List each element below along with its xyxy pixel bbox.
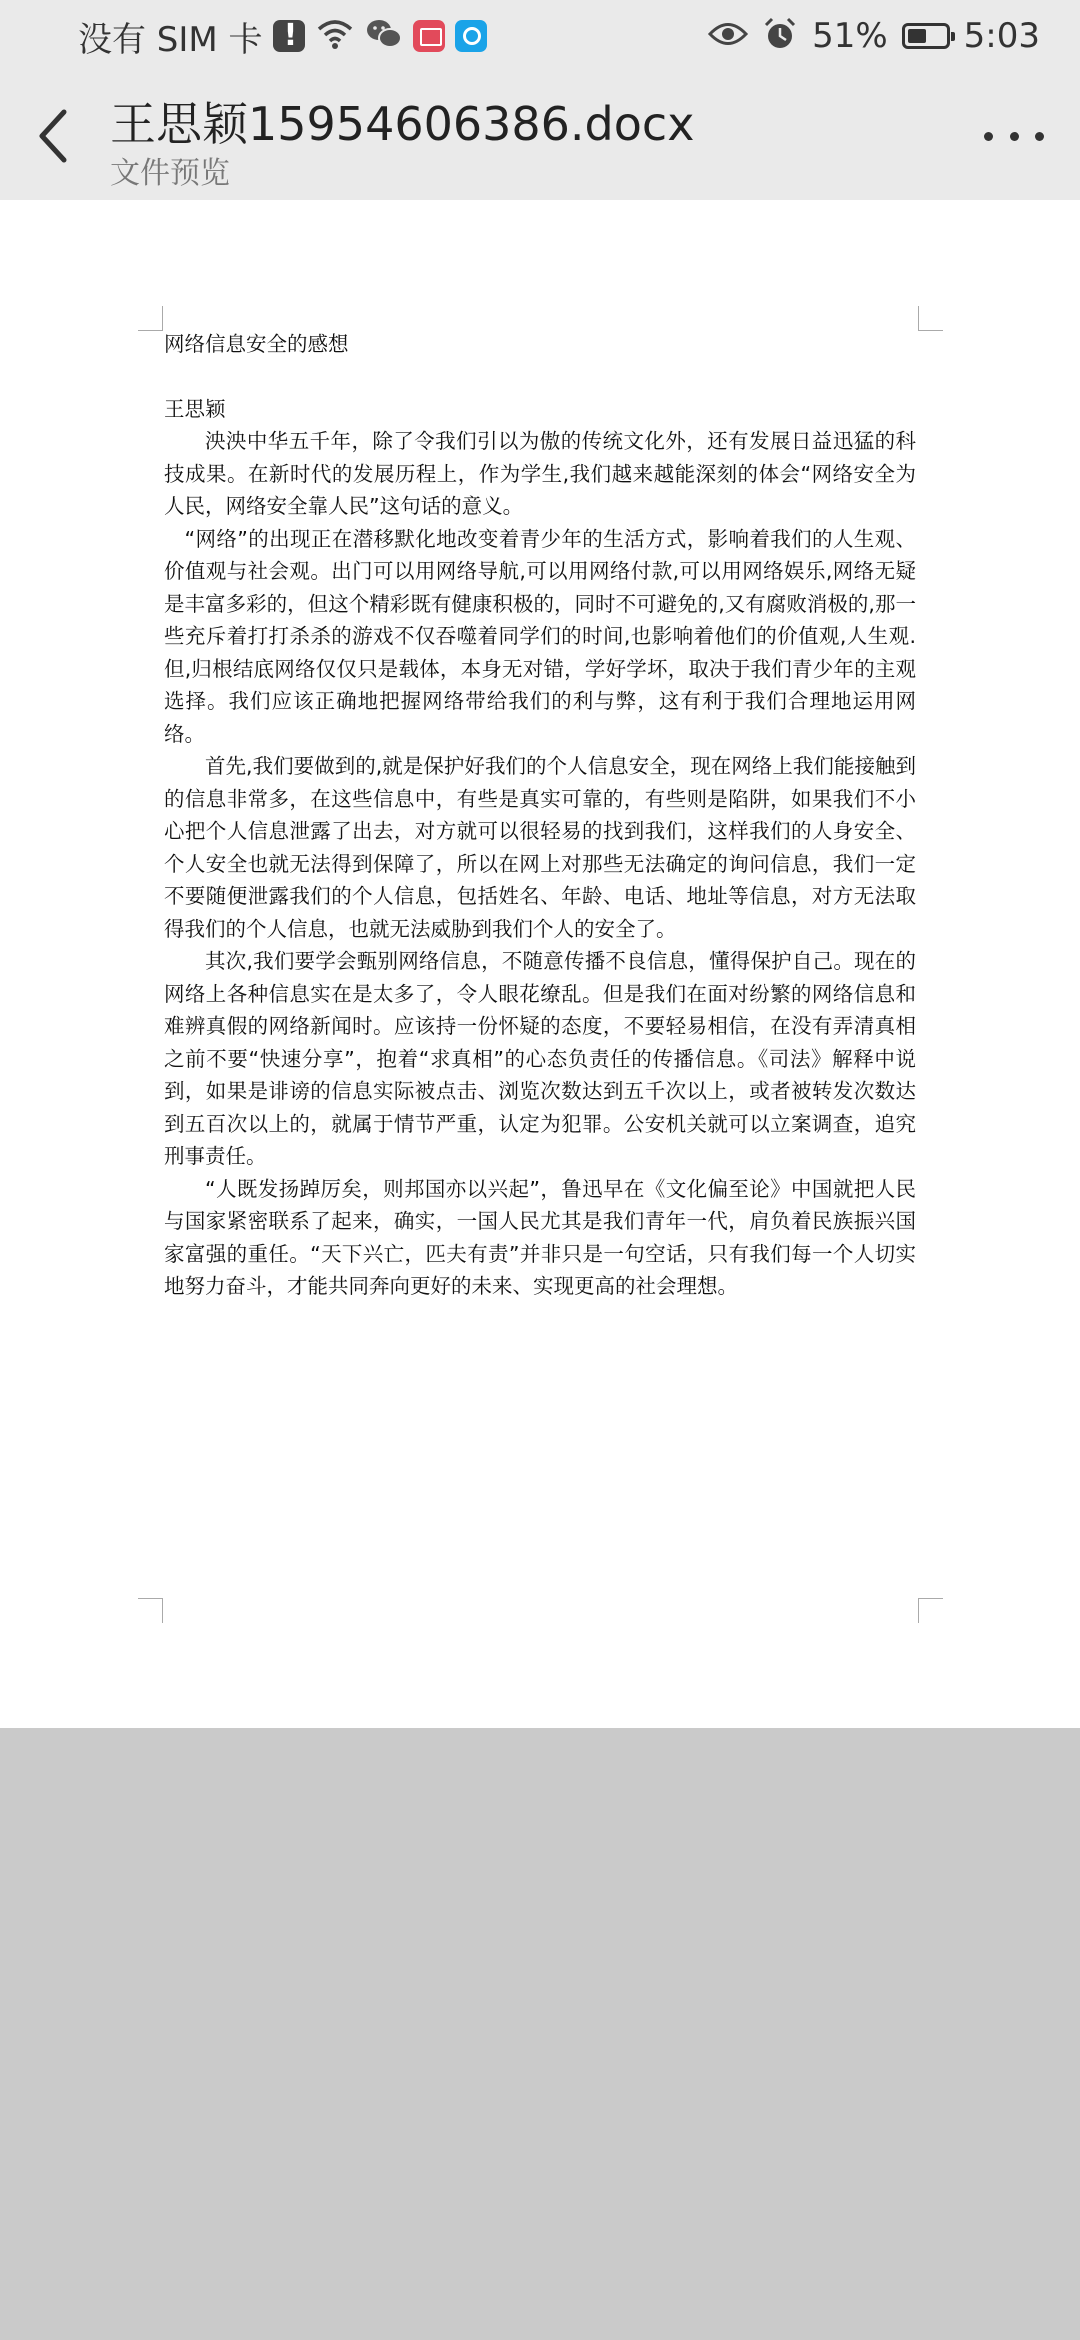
notification-icon (273, 20, 305, 52)
document-paragraph: 其次,我们要学会甄别网络信息，不随意传播不良信息，懂得保护自己。现在的网络上各种信息实在是太多了，令人眼花缭乱。但是我们在面对纷繁的网络信息和难辨真假的网络新闻时。应该持一份怀疑的态度，不要轻易相信，在没有弄清真相之前不要“快速分享”，抱着“求真相”的心态负责任的传播信息。《司法》解释中说到，如果是诽谤的信息实际被点击、浏览次数达到五千次以上，或者被转发次数达到五百次以上的，就属于情节严重，认定为犯罪。公安机关就可以立案调查，追究刑事责任。 (164, 949, 916, 1168)
document-author: 王思颖 (164, 396, 226, 421)
book-app-icon (413, 20, 445, 52)
document-page (164, 328, 916, 1303)
back-button[interactable] (24, 98, 84, 174)
document-paragraph: 首先,我们要做到的,就是保护好我们的个人信息安全，现在网络上我们能接触到的信息非常多，在这些信息中，有些是真实可靠的，有些则是陷阱，如果我们不小心把个人信息泄露了出去，对方就可以很轻易的找到我们，这样我们的人身安全、个人安全也就无法得到保障了，所以在网上对那些无法确定的询问信息，我们一定不要随便泄露我们的个人信息，包括姓名、年龄、电话、地址等信息，对方无法取得我们的个人信息，也就无法威胁到我们个人的安全了。 (164, 754, 916, 941)
wifi-icon (315, 17, 355, 55)
page-corner-mark (918, 306, 943, 331)
document-paragraph: 泱泱中华五千年，除了令我们引以为傲的传统文化外，还有发展日益迅猛的科技成果。在新时代的发展历程上，作为学生,我们越来越能深刻的体会“网络安全为人民，网络安全靠人民”这句话的意义。 (164, 429, 916, 518)
more-options-button[interactable] (984, 114, 1044, 158)
page-corner-mark (138, 306, 163, 331)
app-header (0, 72, 1080, 200)
more-dot-icon (984, 132, 993, 141)
eye-icon (708, 19, 748, 53)
battery-fill (908, 29, 926, 43)
status-right (708, 14, 1040, 58)
back-arrow-icon (24, 98, 84, 174)
document-heading: 网络信息安全的感想 (164, 332, 349, 356)
alarm-icon (762, 16, 798, 56)
page-corner-mark (918, 1598, 943, 1623)
wechat-icon (365, 17, 403, 55)
battery-percent: 51% (812, 16, 888, 56)
document-preview[interactable] (0, 200, 1080, 1728)
document-title: 王思颖15954606386.docx (110, 97, 695, 151)
status-bar (0, 0, 1080, 72)
clock-time: 5:03 (963, 16, 1040, 56)
search-app-icon (455, 20, 487, 52)
document-paragraph: “人既发扬踔厉矣，则邦国亦以兴起”，鲁迅早在《文化偏至论》中国就把人民与国家紧密联系了起来，确实，一国人民尤其是我们青年一代，肩负着民族振兴国家富强的重任。“天下兴亡，匹夫有责”并非只是一句空话，只有我们每一个人切实地努力奋斗，才能共同奔向更好的未来、实现更高的社会理想。 (164, 1176, 916, 1298)
carrier-text: 没有 SIM 卡 (78, 19, 263, 60)
status-left (78, 14, 487, 58)
page-subtitle: 文件预览 (110, 156, 230, 191)
more-dot-icon (1035, 132, 1044, 141)
page-corner-mark (138, 1598, 163, 1623)
more-dot-icon (1010, 132, 1019, 141)
document-paragraph: “网络”的出现正在潜移默化地改变着青少年的生活方式，影响着我们的人生观、价值观与社会观。出门可以用网络导航,可以用网络付款,可以用网络娱乐,网络无疑是丰富多彩的，但这个精彩既有健康积极的，同时不可避免的,又有腐败消极的,那一些充斥着打打杀杀的游戏不仅吞噬着同学们的时间,也影响着他们的价值观,人生观.但,归根结底网络仅仅只是载体，本身无对错，学好学坏，取决于我们青少年的主观选择。我们应该正确地把握网络带给我们的利与弊，这有利于我们合理地运用网络。 (164, 526, 916, 746)
empty-gray-area (0, 1728, 1080, 2340)
battery-icon (902, 23, 950, 49)
